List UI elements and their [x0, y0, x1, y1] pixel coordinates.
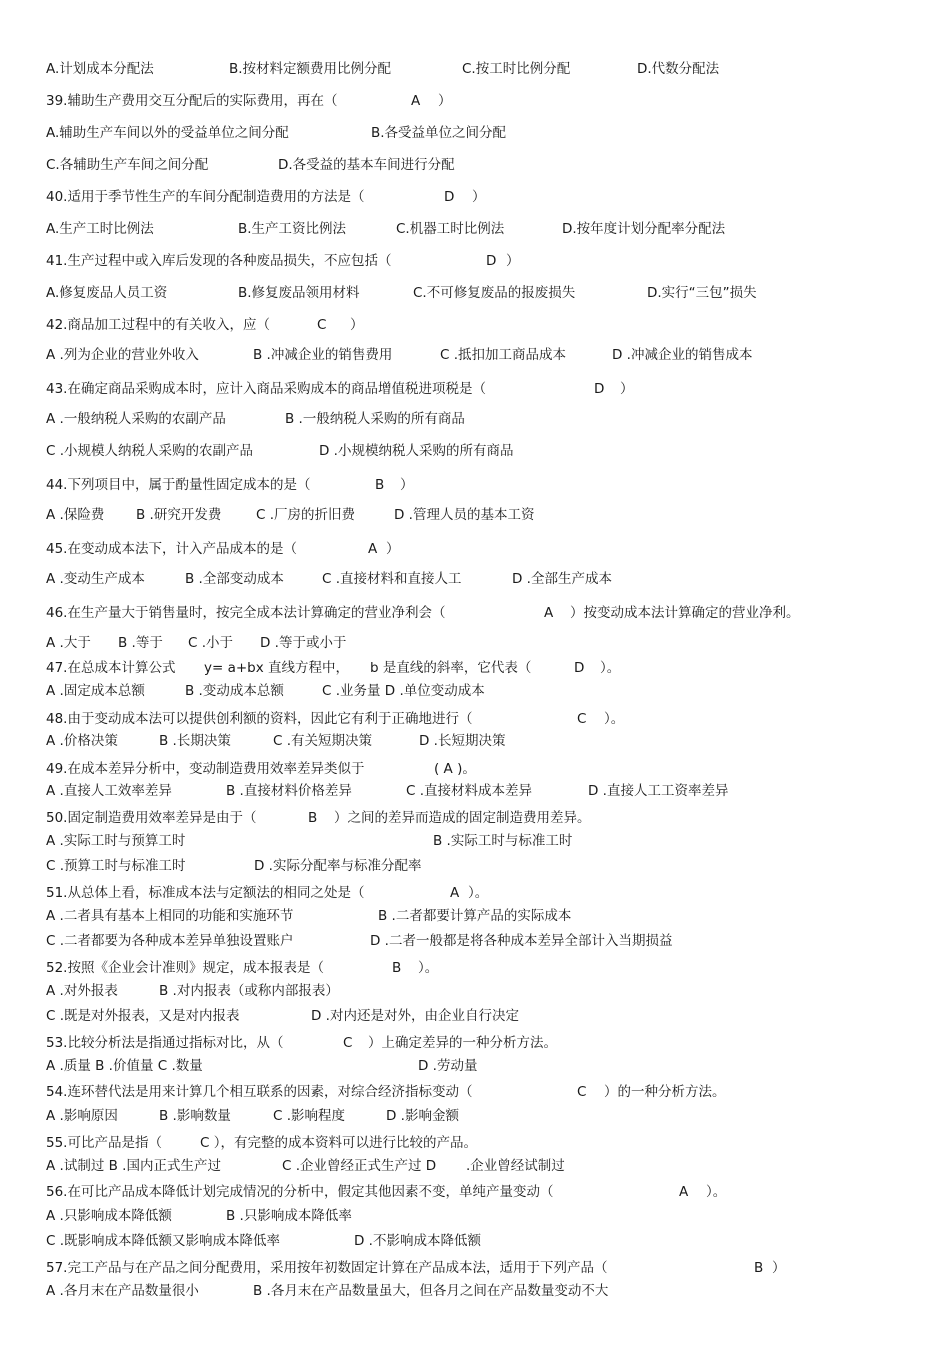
- option-d: D .等于或小于: [260, 635, 347, 651]
- option-c: C .小于: [188, 635, 234, 651]
- option-c: C .影响程度: [273, 1108, 346, 1124]
- option-c: C .抵扣加工商品成本: [440, 347, 567, 363]
- answer-letter: A: [679, 1184, 689, 1200]
- option-a: A .列为企业的营业外收入: [46, 347, 199, 363]
- option-d: D .实际分配率与标准分配率: [254, 858, 422, 874]
- answer-letter: B: [754, 1260, 764, 1276]
- option-a: A .保险费: [46, 507, 105, 523]
- answer-letter: D: [444, 189, 455, 205]
- question-text: ）: [400, 477, 414, 493]
- option-a: A .二者具有基本上相同的功能和实施环节: [46, 908, 294, 924]
- question-text: ）。: [468, 885, 489, 901]
- question-text: 39.辅助生产费用交互分配后的实际费用，再在（: [46, 93, 338, 109]
- answer-letter: C: [577, 711, 587, 727]
- option-a: A.辅助生产车间以外的受益单位之间分配: [46, 125, 289, 141]
- question-text: ）。: [600, 660, 621, 676]
- question-text: 49.在成本差异分析中，变动制造费用效率差异类似于: [46, 761, 365, 777]
- question-text: ）的一种分析方法。: [604, 1084, 726, 1100]
- option-a: A .影响原因: [46, 1108, 118, 1124]
- option-b: B .变动成本总额: [185, 683, 284, 699]
- answer-text: ( A )。: [434, 761, 476, 777]
- answer-letter: A: [368, 541, 378, 557]
- question-text: 42.商品加工过程中的有关收入，应（: [46, 317, 270, 333]
- option-d: D .影响金额: [386, 1108, 459, 1124]
- option-a: A .固定成本总额: [46, 683, 145, 699]
- question-text: 53.比较分析法是指通过指标对比，从（: [46, 1035, 284, 1051]
- question-text: ）。: [706, 1184, 727, 1200]
- question-text: 45.在变动成本法下，计入产品成本的是（: [46, 541, 297, 557]
- option-a: A .直接人工效率差异: [46, 783, 172, 799]
- option-a-b-c: A .质量 B .价值量 C .数量: [46, 1058, 203, 1074]
- option-d: D .冲减企业的销售成本: [612, 347, 753, 363]
- option-d: D.各受益的基本车间进行分配: [278, 157, 455, 173]
- formula: y= a+bx: [204, 660, 264, 676]
- option-c: C .小规模人纳税人采购的农副产品: [46, 443, 254, 459]
- option-b: B .全部变动成本: [185, 571, 284, 587]
- option-d: D.实行“三包”损失: [647, 285, 757, 301]
- answer-letter: D: [486, 253, 497, 269]
- option-b: B.各受益单位之间分配: [371, 125, 507, 141]
- question-text: ）: [438, 93, 452, 109]
- question-text: ）。: [418, 960, 439, 976]
- option-c-d: C .业务量 D .单位变动成本: [322, 683, 485, 699]
- question-text: ）: [506, 253, 520, 269]
- option-d: D.按年度计划分配率分配法: [562, 221, 726, 237]
- option-a: A .变动生产成本: [46, 571, 145, 587]
- option-b: B .等于: [118, 635, 163, 651]
- answer-letter: A: [544, 605, 554, 621]
- answer-letter: D: [594, 381, 605, 397]
- question-text: 43.在确定商品采购成本时，应计入商品采购成本的商品增值税进项税是（: [46, 381, 486, 397]
- option-b: B .实际工时与标准工时: [433, 833, 573, 849]
- option-d: D .长短期决策: [419, 733, 506, 749]
- question-text: 52.按照《企业会计准则》规定，成本报表是（: [46, 960, 324, 976]
- answer-letter: D: [574, 660, 585, 676]
- option-d: D .二者一般都是将各种成本差异全部计入当期损益: [370, 933, 673, 949]
- question-text: 54.连环替代法是用来计算几个相互联系的因素，对综合经济指标变动（: [46, 1084, 473, 1100]
- option-a: A .实际工时与预算工时: [46, 833, 186, 849]
- question-text: ）按变动成本法计算确定的营业净利。: [570, 605, 800, 621]
- question-text: 48.由于变动成本法可以提供创利额的资料，因此它有利于正确地进行（: [46, 711, 473, 727]
- option-d: D.代数分配法: [637, 61, 720, 77]
- question-text: 57.完工产品与在产品之间分配费用，采用按年初数固定计算在产品成本法，适用于下列产品（: [46, 1260, 608, 1276]
- option-b: B .对内报表（或称内部报表）: [159, 983, 339, 999]
- question-text: 51.从总体上看，标准成本法与定额法的相同之处是（: [46, 885, 365, 901]
- option-a: A .各月末在产品数量很小: [46, 1283, 199, 1299]
- option-a: A.计划成本分配法: [46, 61, 154, 77]
- option-c: C.不可修复废品的报废损失: [413, 285, 576, 301]
- question-text: 50.固定制造费用效率差异是由于（: [46, 810, 257, 826]
- option-c: C.按工时比例分配: [462, 61, 571, 77]
- option-b: B .冲减企业的销售费用: [253, 347, 393, 363]
- question-text: 44.下列项目中，属于酌量性固定成本的是（: [46, 477, 311, 493]
- answer-letter: A: [450, 885, 460, 901]
- question-text: C ），有完整的成本资料可以进行比较的产品。: [200, 1135, 477, 1151]
- question-text: ）: [472, 189, 486, 205]
- option-a: A .大于: [46, 635, 91, 651]
- question-text: ）: [620, 381, 634, 397]
- question-text: b 是直线的斜率，它代表（: [370, 660, 532, 676]
- option-b: B.生产工资比例法: [238, 221, 347, 237]
- answer-letter: B: [375, 477, 385, 493]
- question-text: 55.可比产品是指（: [46, 1135, 162, 1151]
- answer-letter: B: [392, 960, 402, 976]
- option-d: D .小规模纳税人采购的所有商品: [319, 443, 514, 459]
- question-text: ）上确定差异的一种分析方法。: [368, 1035, 557, 1051]
- answer-letter: A: [411, 93, 421, 109]
- option-c: C .既是对外报表，又是对内报表: [46, 1008, 240, 1024]
- option-a: A.修复废品人员工资: [46, 285, 168, 301]
- option-c: C .有关短期决策: [273, 733, 373, 749]
- question-text: 46.在生产量大于销售量时，按完全成本法计算确定的营业净利会（: [46, 605, 446, 621]
- question-text: ）之间的差异而造成的固定制造费用差异。: [334, 810, 591, 826]
- option-d: D .直接人工工资率差异: [588, 783, 729, 799]
- option-b: B.修复废品领用材料: [238, 285, 360, 301]
- option-b: B .只影响成本降低率: [226, 1208, 352, 1224]
- question-text: 41.生产过程中或入库后发现的各种废品损失，不应包括（: [46, 253, 392, 269]
- answer-letter: C: [343, 1035, 353, 1051]
- option-c-d: C .企业曾经正式生产过 D: [282, 1158, 437, 1174]
- option-a: A .对外报表: [46, 983, 118, 999]
- option-b: B .影响数量: [159, 1108, 231, 1124]
- option-c: C .预算工时与标准工时: [46, 858, 186, 874]
- option-d: D .劳动量: [418, 1058, 478, 1074]
- question-text: 56.在可比产品成本降低计划完成情况的分析中，假定其他因素不变，单纯产量变动（: [46, 1184, 554, 1200]
- option-c: C .厂房的折旧费: [256, 507, 356, 523]
- answer-letter: C: [577, 1084, 587, 1100]
- question-text: ）: [386, 541, 400, 557]
- question-text: 直线方程中，: [268, 660, 349, 676]
- answer-letter: C: [317, 317, 327, 333]
- option-b: B .研究开发费: [136, 507, 222, 523]
- option-d: D .不影响成本降低额: [354, 1233, 481, 1249]
- question-text: 47.在总成本计算公式: [46, 660, 176, 676]
- option-c: C .直接材料成本差异: [406, 783, 533, 799]
- option-a: A .只影响成本降低额: [46, 1208, 172, 1224]
- option-c: C .直接材料和直接人工: [322, 571, 462, 587]
- option-c: C .既影响成本降低额又影响成本降低率: [46, 1233, 281, 1249]
- question-text: ）。: [604, 711, 625, 727]
- answer-letter: B: [308, 810, 318, 826]
- question-text: 40.适用于季节性生产的车间分配制造费用的方法是（: [46, 189, 365, 205]
- option-c: C.各辅助生产车间之间分配: [46, 157, 209, 173]
- option-d: D .对内还是对外，由企业自行决定: [311, 1008, 519, 1024]
- option-a: A .价格决策: [46, 733, 118, 749]
- option-b: B .直接材料价格差异: [226, 783, 352, 799]
- question-text: ）: [350, 317, 364, 333]
- option-c: C.机器工时比例法: [396, 221, 505, 237]
- option-b: B .各月末在产品数量虽大，但各月之间在产品数量变动不大: [253, 1283, 609, 1299]
- option-b: B .长期决策: [159, 733, 231, 749]
- option-c: C .二者都要为各种成本差异单独设置账户: [46, 933, 294, 949]
- option-d: D .管理人员的基本工资: [394, 507, 535, 523]
- option-a: A .一般纳税人采购的农副产品: [46, 411, 226, 427]
- option-a-b: A .试制过 B .国内正式生产过: [46, 1158, 221, 1174]
- option-d: D .全部生产成本: [512, 571, 612, 587]
- option-b: B .二者都要计算产品的实际成本: [378, 908, 572, 924]
- option-d: .企业曾经试制过: [466, 1158, 565, 1174]
- option-b: B.按材料定额费用比例分配: [229, 61, 392, 77]
- option-a: A.生产工时比例法: [46, 221, 154, 237]
- question-text: ）: [772, 1260, 786, 1276]
- option-b: B .一般纳税人采购的所有商品: [285, 411, 465, 427]
